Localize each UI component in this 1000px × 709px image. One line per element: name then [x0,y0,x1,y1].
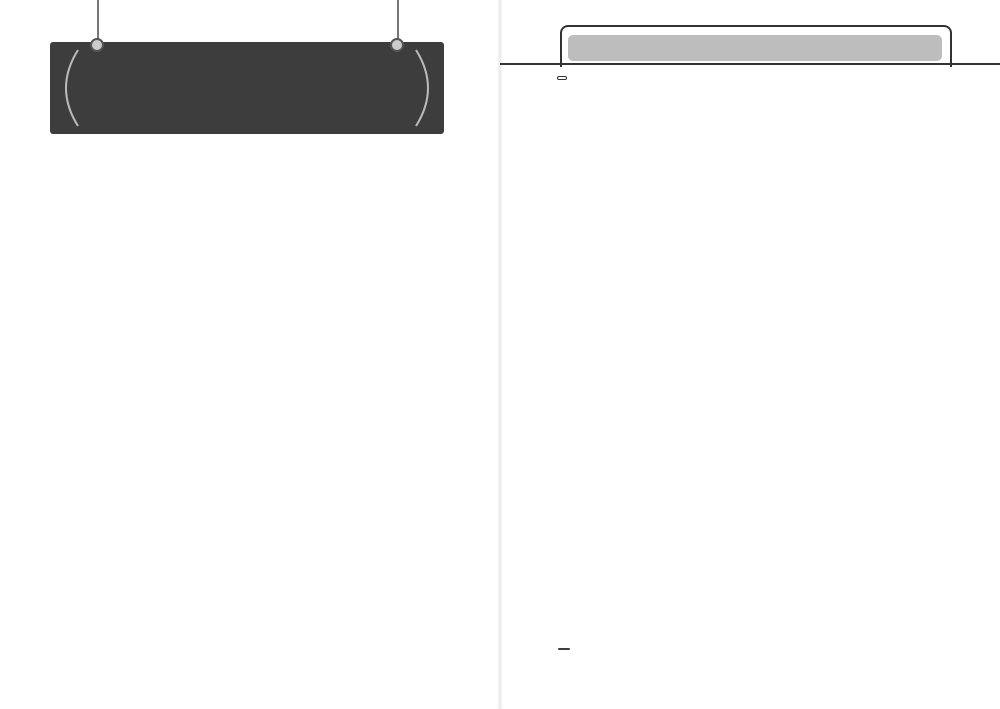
exercise-title [568,35,942,61]
right-page [500,0,1000,709]
hanging-string [397,0,399,42]
maze-tracks [500,110,1000,620]
tip-label [558,648,570,650]
title-sign [50,42,444,134]
page-title [50,42,444,134]
hanging-string [97,0,99,42]
howto-label [557,76,567,80]
